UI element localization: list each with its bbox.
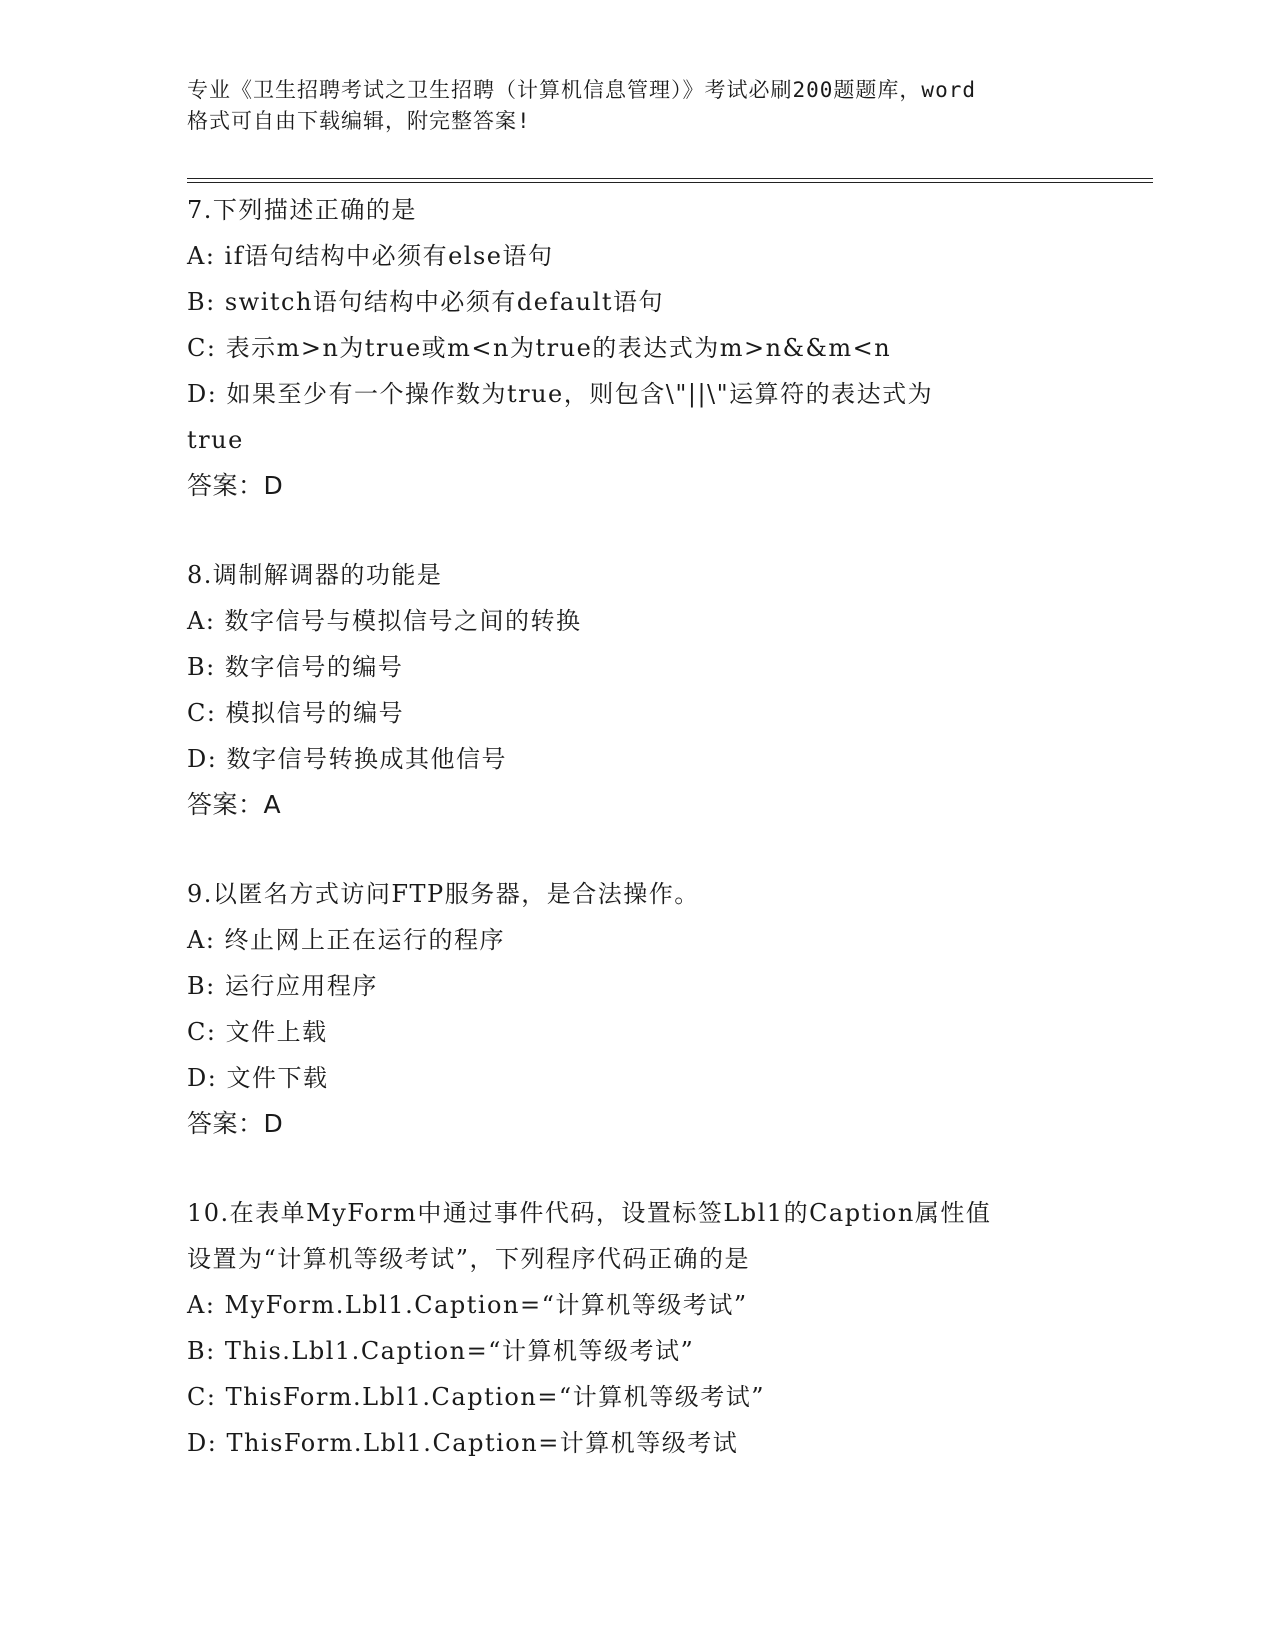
option-d: D: ThisForm.Lbl1.Caption=计算机等级考试 (187, 1429, 739, 1457)
answer-label: 答案：A (187, 790, 282, 819)
option-c: C: ThisForm.Lbl1.Caption=“计算机等级考试” (187, 1383, 765, 1411)
option-d: D: 文件下载 (187, 1064, 329, 1092)
option-b: B: 数字信号的编号 (187, 653, 404, 681)
question-stem: 7.下列描述正确的是 (187, 196, 417, 224)
header-line-1: 专业《卫生招聘考试之卫生招聘（计算机信息管理）》考试必刷200题题库，word (187, 78, 976, 102)
option-d-continued: true (187, 426, 244, 454)
question-8 (187, 552, 1107, 828)
question-9 (187, 871, 1107, 1147)
option-b: B: 运行应用程序 (187, 972, 378, 1000)
question-stem: 8.调制解调器的功能是 (187, 561, 443, 589)
option-a: A: 数字信号与模拟信号之间的转换 (187, 607, 582, 635)
option-d: D: 如果至少有一个操作数为true，则包含\"||\"运算符的表达式为 (187, 380, 934, 408)
question-7 (187, 187, 1107, 509)
option-b: B: switch语句结构中必须有default语句 (187, 288, 664, 316)
option-c: C: 表示m>n为true或m<n为true的表达式为m>n&&m<n (187, 334, 892, 362)
question-10 (187, 1190, 1107, 1466)
header-divider (187, 178, 1153, 183)
question-stem: 9.以匿名方式访问FTP服务器，是合法操作。 (187, 880, 700, 908)
document-header (187, 75, 1087, 137)
option-b: B: This.Lbl1.Caption=“计算机等级考试” (187, 1337, 695, 1365)
option-a: A: if语句结构中必须有else语句 (187, 242, 554, 270)
option-a: A: 终止网上正在运行的程序 (187, 926, 506, 954)
question-stem: 10.在表单MyForm中通过事件代码，设置标签Lbl1的Caption属性值 (187, 1199, 992, 1227)
header-line-2: 格式可自由下载编辑，附完整答案! (187, 109, 531, 133)
option-d: D: 数字信号转换成其他信号 (187, 745, 507, 773)
answer-label: 答案：D (187, 471, 284, 500)
option-a: A: MyForm.Lbl1.Caption=“计算机等级考试” (187, 1291, 748, 1319)
answer-label: 答案：D (187, 1109, 284, 1138)
question-stem-continued: 设置为“计算机等级考试”，下列程序代码正确的是 (187, 1245, 751, 1273)
option-c: C: 文件上载 (187, 1018, 328, 1046)
option-c: C: 模拟信号的编号 (187, 699, 405, 727)
